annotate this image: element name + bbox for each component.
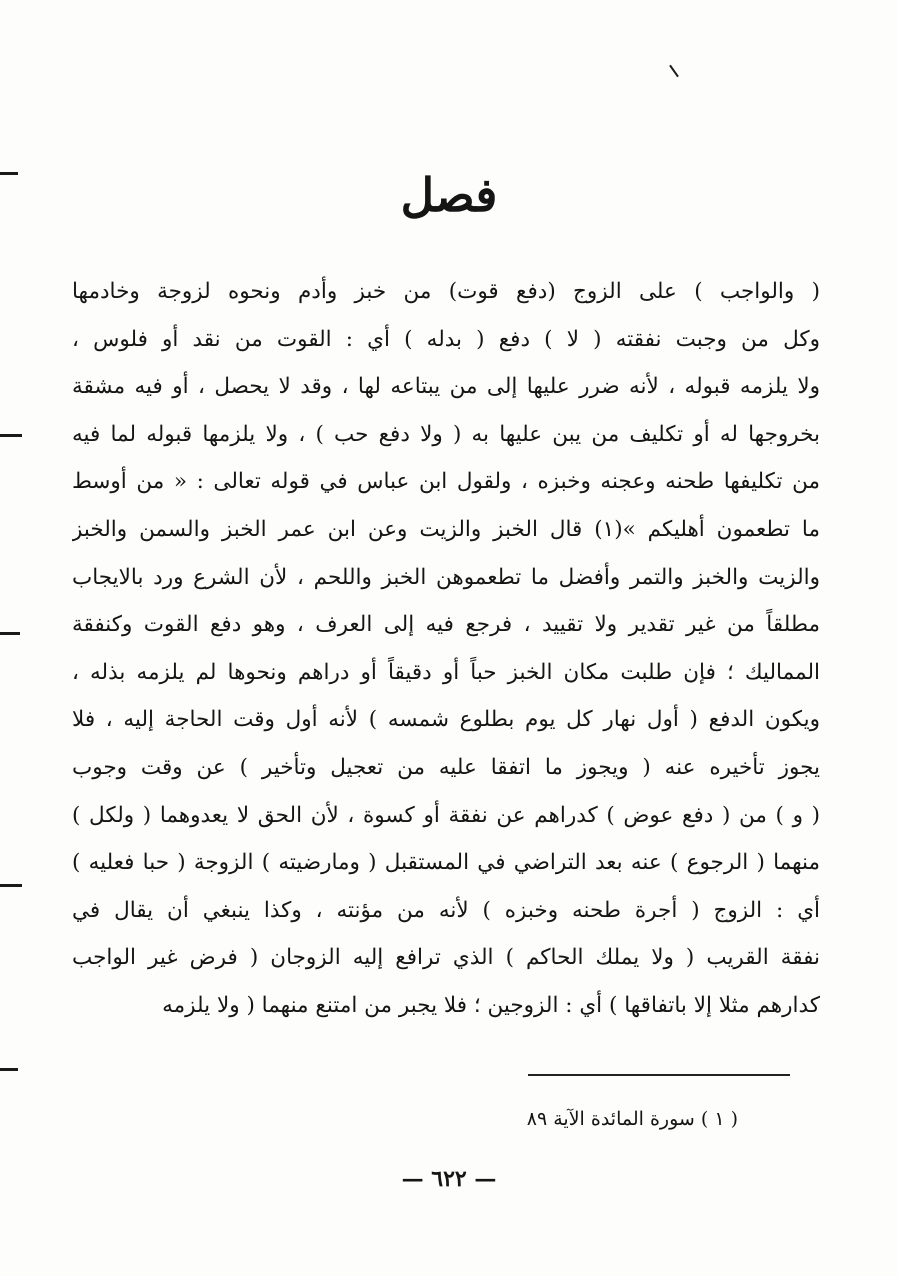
scan-mark (0, 632, 20, 635)
text-line: أي : الزوج ( أجرة طحنه وخبزه ) لأنه من مؤنته ، وكذا ينبغي أن يقال في (72, 897, 820, 923)
text-line: من تكليفها طحنه وعجنه وخبزه ، ولقول ابن عباس في قوله تعالى : « من أوسط (72, 469, 820, 495)
text-line: منهما ( الرجوع ) عنه بعد التراضي في المستقبل ( ومارضيته ) الزوجة ( حبا فعليه ) (72, 850, 820, 876)
scan-mark (0, 1068, 18, 1071)
scan-mark (0, 172, 18, 175)
text-line: المماليك ؛ فإن طلبت مكان الخبز حباً أو دقيقاً أو دراهم ونحوها لم يلزمه بذله ، (72, 659, 820, 685)
text-line: ما تطعمون أهليكم »(١) قال الخبز والزيت وعن ابن عمر الخبز والسمن والخبز (72, 516, 820, 542)
text-line: مطلقاً من غير تقدير ولا تقييد ، فرجع فيه إلى العرف ، وهو دفع القوت وكنفقة (72, 612, 820, 638)
scan-mark (0, 884, 22, 887)
footnote: ( ١ ) سورة المائدة الآية ٨٩ (526, 1108, 738, 1130)
section-heading: فصل (400, 168, 498, 222)
text-line: ولا يلزمه قبوله ، لأنه ضرر عليها إلى من يبتاعه لها ، وقد لا يحصل ، أو فيه مشقة (72, 374, 820, 400)
text-line: ويكون الدفع ( أول نهار كل يوم بطلوع شمسه ) لأنه أول وقت الحاجة إليه ، فلا (72, 707, 820, 733)
scan-mark (0, 434, 22, 437)
scan-mark (669, 65, 679, 78)
text-line: وكل من وجبت نفقته ( لا ) دفع ( بدله ) أي : القوت من نقد أو فلوس ، (72, 326, 820, 352)
text-line: كدارهم مثلا إلا باتفاقها ) أي : الزوجين ؛ فلا يجبر من امتنع منهما ( ولا يلزمه (162, 992, 820, 1018)
text-line: نفقة القريب ( ولا يملك الحاكم ) الذي ترافع إليه الزوجان ( فرض غير الواجب (72, 945, 820, 971)
text-line: يجوز تأخيره عنه ( ويجوز ما اتفقا عليه من تعجيل وتأخير ) عن وقت وجوب (72, 754, 820, 780)
text-line: ( و ) من ( دفع عوض ) كدراهم عن نفقة أو كسوة ، لأن الحق لا يعدوهما ( ولكل ) (72, 802, 820, 828)
body-text (72, 268, 820, 1030)
text-line: بخروجها له أو تكليف من يبن عليها به ( ولا دفع حب ) ، ولا يلزمها قبوله لما فيه (72, 421, 820, 447)
text-line: والزيت والخبز والتمر وأفضل ما تطعموهن الخبز واللحم ، لأن الشرع ورد بالايجاب (72, 564, 820, 590)
footnote-divider (528, 1074, 790, 1076)
page-number: — ٦٢٢ — (401, 1166, 497, 1192)
text-line: ( والواجب ) على الزوج (دفع قوت) من خبز وأدم ونحوه لزوجة وخادمها (72, 279, 820, 304)
